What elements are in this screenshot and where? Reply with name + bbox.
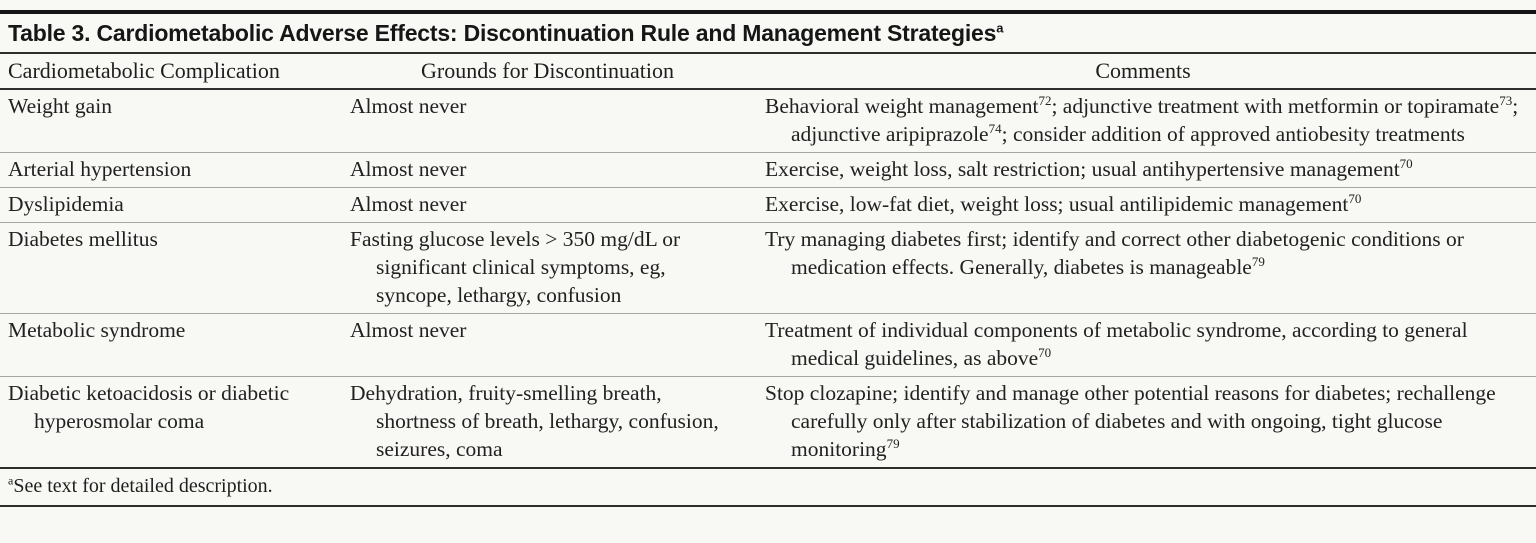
column-header-grounds: Grounds for Discontinuation: [345, 54, 750, 89]
table-row: [0, 223, 1536, 314]
cell-grounds: Dehydration, fruity-smelling breath, shortness of breath, lethargy, confusion, seizures, coma: [345, 377, 750, 468]
cell-grounds: Almost never: [345, 314, 750, 377]
table-row: [0, 188, 1536, 223]
cell-complication: Diabetes mellitus: [0, 223, 345, 314]
table-title: Table 3. Cardiometabolic Adverse Effects: Discontinuation Rule and Management Strategies$^a$: [0, 14, 1536, 54]
cell-grounds: Almost never: [345, 153, 750, 188]
column-header-comments: Comments: [750, 54, 1536, 89]
cell-grounds: Almost never: [345, 188, 750, 223]
cell-complication: Weight gain: [8, 94, 112, 118]
cell-comments: Exercise, weight loss, salt restriction; usual antihypertensive management$^{70}$: [750, 153, 1536, 188]
cell-comments: Stop clozapine; identify and manage other potential reasons for diabetes; rechallenge carefully only after stabilization of diabetes and with ongoing, tight glucose monitoring$^{79}$: [750, 377, 1536, 468]
adverse-effects-table: [0, 54, 1536, 467]
cell-grounds: Fasting glucose levels > 350 mg/dL or significant clinical symptoms, eg, syncope, lethargy, confusion: [345, 223, 750, 314]
cell-comments: Treatment of individual components of metabolic syndrome, according to general medical guidelines, as above$^{70}$: [750, 314, 1536, 377]
cell-complication: Diabetic ketoacidosis or diabetic hyperosmolar coma: [0, 377, 345, 468]
table-header: [0, 54, 1536, 89]
table-row: [0, 314, 1536, 377]
cell-complication: Metabolic syndrome: [0, 314, 345, 377]
cell-comments: Exercise, low-fat diet, weight loss; usual antilipidemic management$^{70}$: [750, 188, 1536, 223]
table-row: [0, 153, 1536, 188]
table-row: [0, 89, 1536, 153]
cell-comments: Try managing diabetes first; identify and correct other diabetogenic conditions or medication effects. Generally, diabetes is manageable$^{79}$: [750, 223, 1536, 314]
cell-grounds: Almost never: [350, 94, 467, 118]
table-footnote: $^a$See text for detailed description.: [0, 467, 1536, 507]
column-header-complication: Cardiometabolic Complication: [0, 54, 345, 89]
cell-complication: Arterial hypertension: [0, 153, 345, 188]
cell-complication: Dyslipidemia: [0, 188, 345, 223]
table-row: [0, 377, 1536, 468]
cell-comments: Behavioral weight management$^{72}$; adjunctive treatment with metformin or topiramate$^{73}$; adjunctive aripiprazole$^{74}$; consider addition of approved antiobesity treatments: [765, 92, 1519, 146]
